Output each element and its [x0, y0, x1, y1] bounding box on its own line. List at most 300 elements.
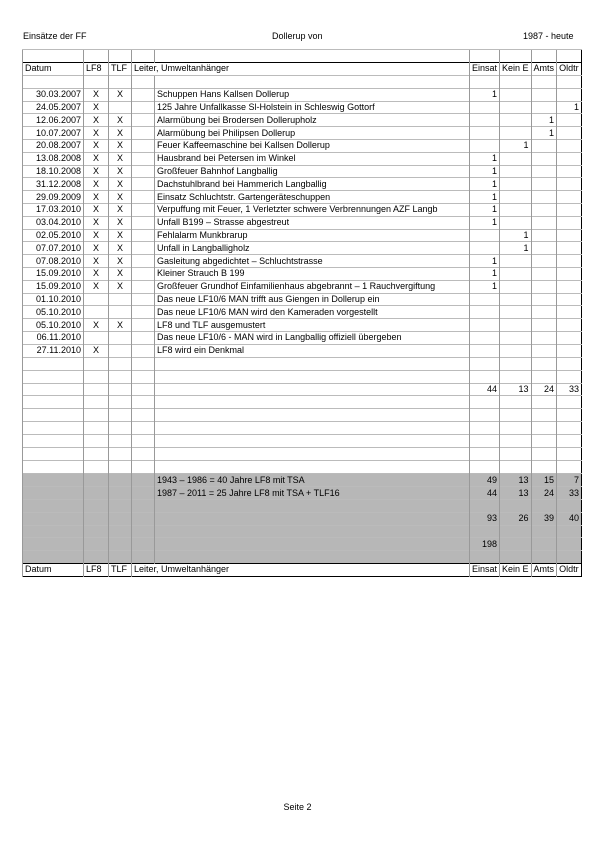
description-cell: Alarmübung bei Philipsen Dollerup — [155, 127, 470, 140]
description-cell: Dachstuhlbrand bei Hammerich Langballig — [155, 178, 470, 191]
count-amts — [531, 178, 557, 191]
table-cell — [531, 461, 557, 474]
count-kein-einsatz — [500, 319, 532, 332]
count-kein-einsatz — [500, 203, 532, 216]
table-row — [23, 255, 582, 268]
table-cell — [155, 422, 470, 435]
count-kein-einsatz: 1 — [500, 242, 532, 255]
table-cell — [470, 525, 500, 538]
count-amts — [531, 165, 557, 178]
count-amts — [531, 319, 557, 332]
table-cell — [557, 409, 582, 422]
table-row — [23, 165, 582, 178]
count-kein-einsatz: 1 — [500, 229, 532, 242]
table-cell — [109, 75, 132, 88]
table-row — [23, 216, 582, 229]
count-oldtimer — [557, 152, 582, 165]
count-amts — [531, 280, 557, 293]
col-header-oldtimer: Oldtr — [557, 63, 582, 76]
table-cell — [132, 165, 155, 178]
count-einsatz — [470, 139, 500, 152]
lf8-cell: X — [84, 255, 109, 268]
table-cell — [132, 88, 155, 101]
count-einsatz: 44 — [470, 487, 500, 500]
lf8-cell — [84, 306, 109, 319]
date-cell: 20.08.2007 — [23, 139, 84, 152]
table-cell — [84, 75, 109, 88]
count-einsatz — [470, 344, 500, 357]
lf8-cell: X — [84, 319, 109, 332]
count-oldtimer — [557, 267, 582, 280]
table-cell — [155, 370, 470, 383]
blank-row — [23, 525, 582, 538]
table-row — [23, 178, 582, 191]
description-cell: Großfeuer Grundhof Einfamilienhaus abgebrannt – 1 Rauchvergiftung — [155, 280, 470, 293]
table-cell — [109, 409, 132, 422]
col-header-tlf: TLF — [109, 63, 132, 76]
count-einsatz: 44 — [470, 383, 500, 396]
count-amts — [531, 88, 557, 101]
summary-row — [23, 474, 582, 487]
col-header-amts: Amts — [531, 63, 557, 76]
count-einsatz — [470, 319, 500, 332]
lf8-cell: X — [84, 191, 109, 204]
tlf-cell — [109, 101, 132, 114]
lf8-cell: X — [84, 229, 109, 242]
table-cell — [109, 357, 132, 370]
table-cell — [84, 499, 109, 512]
tlf-cell — [109, 344, 132, 357]
table-cell — [500, 357, 532, 370]
table-cell — [500, 448, 532, 461]
table-cell — [155, 357, 470, 370]
count-oldtimer — [557, 280, 582, 293]
lf8-cell: X — [84, 203, 109, 216]
col-header-lf8: LF8 — [84, 563, 109, 576]
table-cell — [109, 499, 132, 512]
table-cell — [109, 512, 132, 525]
table-cell — [557, 422, 582, 435]
blank-row — [23, 448, 582, 461]
tlf-cell: X — [109, 203, 132, 216]
lf8-cell: X — [84, 88, 109, 101]
table-cell — [470, 499, 500, 512]
count-oldtimer — [557, 165, 582, 178]
table-cell — [132, 551, 155, 564]
description-cell: Gasleitung abgedichtet – Schluchtstrasse — [155, 255, 470, 268]
table-cell — [470, 396, 500, 409]
table-cell — [109, 422, 132, 435]
table-cell — [132, 114, 155, 127]
table-cell — [132, 152, 155, 165]
table-cell — [470, 50, 500, 63]
count-einsatz: 1 — [470, 255, 500, 268]
lf8-cell: X — [84, 101, 109, 114]
tlf-cell: X — [109, 114, 132, 127]
table-cell — [132, 448, 155, 461]
count-kein-einsatz — [500, 127, 532, 140]
table-cell — [531, 75, 557, 88]
count-oldtimer — [557, 344, 582, 357]
table-cell — [109, 396, 132, 409]
summary-row — [23, 487, 582, 500]
table-cell — [132, 267, 155, 280]
col-header-kein-einsatz: Kein E — [500, 563, 532, 576]
count-einsatz: 1 — [470, 178, 500, 191]
count-oldtimer — [557, 229, 582, 242]
table-row — [23, 267, 582, 280]
col-header-amts: Amts — [531, 563, 557, 576]
count-einsatz — [470, 242, 500, 255]
table-cell — [557, 370, 582, 383]
table-cell — [23, 396, 84, 409]
blank-row — [23, 396, 582, 409]
count-oldtimer: 33 — [557, 383, 582, 396]
table-cell — [23, 409, 84, 422]
table-cell — [470, 357, 500, 370]
header-title-middle: Dollerup von — [272, 31, 323, 41]
table-cell — [557, 435, 582, 448]
blank-row — [23, 461, 582, 474]
table-cell — [132, 293, 155, 306]
lf8-cell: X — [84, 178, 109, 191]
table-cell — [531, 422, 557, 435]
count-oldtimer: 7 — [557, 474, 582, 487]
table-cell — [132, 280, 155, 293]
lf8-cell — [84, 331, 109, 344]
row-text: 1943 – 1986 = 40 Jahre LF8 mit TSA — [155, 474, 470, 487]
count-amts — [531, 101, 557, 114]
table-cell — [109, 474, 132, 487]
table-cell — [155, 525, 470, 538]
lf8-cell: X — [84, 114, 109, 127]
table-cell — [132, 357, 155, 370]
table-cell — [84, 383, 109, 396]
table-cell — [132, 242, 155, 255]
table-cell — [557, 396, 582, 409]
table-cell — [557, 448, 582, 461]
table-row — [23, 344, 582, 357]
table-cell — [132, 191, 155, 204]
table-cell — [132, 178, 155, 191]
table-cell — [109, 383, 132, 396]
count-kein-einsatz — [500, 101, 532, 114]
table-cell — [155, 499, 470, 512]
table-cell — [500, 396, 532, 409]
count-einsatz: 93 — [470, 512, 500, 525]
table-cell — [132, 370, 155, 383]
table-row — [23, 306, 582, 319]
lf8-cell: X — [84, 139, 109, 152]
table-cell — [132, 409, 155, 422]
table-cell — [500, 551, 532, 564]
tlf-cell: X — [109, 267, 132, 280]
table-cell — [132, 139, 155, 152]
table-cell — [132, 75, 155, 88]
tlf-cell: X — [109, 216, 132, 229]
count-kein-einsatz — [500, 152, 532, 165]
blank-row — [23, 75, 582, 88]
table-cell — [132, 525, 155, 538]
table-cell — [132, 216, 155, 229]
lf8-cell: X — [84, 344, 109, 357]
table-cell — [470, 435, 500, 448]
table-cell — [155, 75, 470, 88]
count-oldtimer — [557, 178, 582, 191]
date-cell: 15.09.2010 — [23, 267, 84, 280]
table-cell — [132, 487, 155, 500]
date-cell: 30.03.2007 — [23, 88, 84, 101]
table-cell — [84, 474, 109, 487]
table-cell — [132, 255, 155, 268]
tlf-cell — [109, 306, 132, 319]
blank-row — [23, 551, 582, 564]
date-cell: 07.07.2010 — [23, 242, 84, 255]
date-cell: 01.10.2010 — [23, 293, 84, 306]
count-amts: 1 — [531, 114, 557, 127]
lf8-cell: X — [84, 216, 109, 229]
tlf-cell: X — [109, 242, 132, 255]
description-cell: LF8 wird ein Denkmal — [155, 344, 470, 357]
row-text — [155, 512, 470, 525]
count-oldtimer: 33 — [557, 487, 582, 500]
table-cell — [132, 331, 155, 344]
count-einsatz: 1 — [470, 165, 500, 178]
count-einsatz — [470, 127, 500, 140]
description-cell: Unfall in Langballigholz — [155, 242, 470, 255]
table-cell — [109, 487, 132, 500]
col-header-date: Datum — [23, 63, 84, 76]
table-cell — [500, 422, 532, 435]
table-cell — [470, 551, 500, 564]
description-cell: Verpuffung mit Feuer, 1 Verletzter schwere Verbrennungen AZF Langb — [155, 203, 470, 216]
count-oldtimer — [557, 331, 582, 344]
tlf-cell: X — [109, 229, 132, 242]
blank-row — [23, 370, 582, 383]
table-cell — [23, 75, 84, 88]
table-cell — [23, 487, 84, 500]
table-cell — [84, 396, 109, 409]
table-cell — [557, 75, 582, 88]
table-cell — [557, 551, 582, 564]
table-cell — [470, 370, 500, 383]
table-cell — [23, 538, 84, 551]
count-einsatz — [470, 101, 500, 114]
table-cell — [23, 370, 84, 383]
footer-header-row — [23, 563, 582, 576]
table-cell — [132, 538, 155, 551]
count-amts — [531, 152, 557, 165]
lf8-cell: X — [84, 127, 109, 140]
table-cell — [84, 357, 109, 370]
count-einsatz: 49 — [470, 474, 500, 487]
count-einsatz: 1 — [470, 203, 500, 216]
count-oldtimer — [557, 242, 582, 255]
count-kein-einsatz — [500, 267, 532, 280]
count-amts — [531, 306, 557, 319]
table-row — [23, 319, 582, 332]
description-cell: Unfall B199 – Strasse abgestreut — [155, 216, 470, 229]
tlf-cell: X — [109, 88, 132, 101]
table-cell — [155, 448, 470, 461]
table-cell — [84, 525, 109, 538]
operations-table — [22, 49, 582, 577]
table-cell — [155, 461, 470, 474]
lf8-cell: X — [84, 152, 109, 165]
table-cell — [23, 525, 84, 538]
col-header-einsatz: Einsat — [470, 63, 500, 76]
count-kein-einsatz — [500, 114, 532, 127]
date-cell: 05.10.2010 — [23, 306, 84, 319]
table-cell — [557, 50, 582, 63]
table-cell — [23, 383, 84, 396]
table-cell — [557, 357, 582, 370]
row-text: 1987 – 2011 = 25 Jahre LF8 mit TSA + TLF16 — [155, 487, 470, 500]
count-amts — [531, 229, 557, 242]
count-amts: 24 — [531, 383, 557, 396]
table-cell — [500, 409, 532, 422]
table-row — [23, 101, 582, 114]
table-cell — [155, 551, 470, 564]
table-cell — [23, 499, 84, 512]
count-oldtimer: 40 — [557, 512, 582, 525]
table-cell — [23, 474, 84, 487]
tlf-cell — [109, 331, 132, 344]
count-amts — [531, 267, 557, 280]
count-amts — [531, 344, 557, 357]
table-cell — [500, 538, 532, 551]
count-einsatz — [470, 331, 500, 344]
table-cell — [531, 448, 557, 461]
table-cell — [531, 551, 557, 564]
count-kein-einsatz: 13 — [500, 474, 532, 487]
blank-row — [23, 409, 582, 422]
count-amts — [531, 139, 557, 152]
tlf-cell — [109, 293, 132, 306]
tlf-cell: X — [109, 255, 132, 268]
table-row — [23, 242, 582, 255]
count-kein-einsatz: 1 — [500, 139, 532, 152]
col-header-oldtimer: Oldtr — [557, 563, 582, 576]
table-cell — [470, 461, 500, 474]
col-header-einsatz: Einsat — [470, 563, 500, 576]
table-cell — [109, 525, 132, 538]
table-cell — [23, 50, 84, 63]
table-cell — [23, 551, 84, 564]
table-cell — [132, 422, 155, 435]
description-cell: Hausbrand bei Petersen im Winkel — [155, 152, 470, 165]
count-kein-einsatz — [500, 191, 532, 204]
count-amts — [531, 293, 557, 306]
count-kein-einsatz — [500, 255, 532, 268]
count-amts: 39 — [531, 512, 557, 525]
table-cell — [109, 435, 132, 448]
count-einsatz: 1 — [470, 280, 500, 293]
col-header-lf8: LF8 — [84, 63, 109, 76]
table-cell — [132, 435, 155, 448]
table-cell — [23, 357, 84, 370]
tlf-cell: X — [109, 165, 132, 178]
tlf-cell: X — [109, 127, 132, 140]
count-oldtimer — [557, 88, 582, 101]
table-row — [23, 191, 582, 204]
date-cell: 12.06.2007 — [23, 114, 84, 127]
date-cell: 18.10.2008 — [23, 165, 84, 178]
count-kein-einsatz: 13 — [500, 487, 532, 500]
count-amts — [531, 331, 557, 344]
table-cell — [531, 50, 557, 63]
count-kein-einsatz — [500, 165, 532, 178]
count-einsatz — [470, 114, 500, 127]
col-header-kein-einsatz: Kein E — [500, 63, 532, 76]
date-cell: 17.03.2010 — [23, 203, 84, 216]
count-einsatz: 1 — [470, 191, 500, 204]
table-cell — [109, 538, 132, 551]
table-cell — [500, 435, 532, 448]
count-kein-einsatz: 26 — [500, 512, 532, 525]
lf8-cell: X — [84, 165, 109, 178]
table-row — [23, 152, 582, 165]
count-amts: 1 — [531, 127, 557, 140]
date-cell: 27.11.2010 — [23, 344, 84, 357]
table-cell — [84, 370, 109, 383]
date-cell: 31.12.2008 — [23, 178, 84, 191]
page-number: Seite 2 — [283, 802, 312, 812]
count-oldtimer — [557, 319, 582, 332]
count-kein-einsatz — [500, 216, 532, 229]
count-amts: 15 — [531, 474, 557, 487]
table-cell — [155, 396, 470, 409]
table-cell — [132, 499, 155, 512]
description-cell: Feuer Kaffeemaschine bei Kallsen Dollerup — [155, 139, 470, 152]
table-row — [23, 88, 582, 101]
description-cell: Das neue LF10/6 - MAN wird in Langballig offiziell übergeben — [155, 331, 470, 344]
tlf-cell: X — [109, 191, 132, 204]
count-kein-einsatz — [500, 293, 532, 306]
table-cell — [500, 75, 532, 88]
table-cell — [531, 499, 557, 512]
table-cell — [84, 551, 109, 564]
table-cell — [132, 319, 155, 332]
count-oldtimer — [557, 127, 582, 140]
table-cell — [84, 422, 109, 435]
lf8-cell — [84, 293, 109, 306]
table-cell — [84, 512, 109, 525]
table-cell — [531, 435, 557, 448]
table-row — [23, 293, 582, 306]
date-cell: 29.09.2009 — [23, 191, 84, 204]
table-cell — [531, 396, 557, 409]
count-oldtimer — [557, 203, 582, 216]
table-cell — [84, 435, 109, 448]
description-cell: Großfeuer Bahnhof Langballig — [155, 165, 470, 178]
count-amts — [531, 216, 557, 229]
count-oldtimer — [557, 216, 582, 229]
table-cell — [132, 474, 155, 487]
tlf-cell: X — [109, 178, 132, 191]
count-kein-einsatz — [500, 88, 532, 101]
totals-row — [23, 383, 582, 396]
table-cell — [557, 525, 582, 538]
grand-total-row — [23, 512, 582, 525]
count-oldtimer: 1 — [557, 101, 582, 114]
count-einsatz — [470, 293, 500, 306]
table-cell — [109, 551, 132, 564]
count-oldtimer — [557, 191, 582, 204]
description-cell: Alarmübung bei Brodersen Dollerupholz — [155, 114, 470, 127]
table-cell — [109, 370, 132, 383]
col-header-tlf: TLF — [109, 563, 132, 576]
